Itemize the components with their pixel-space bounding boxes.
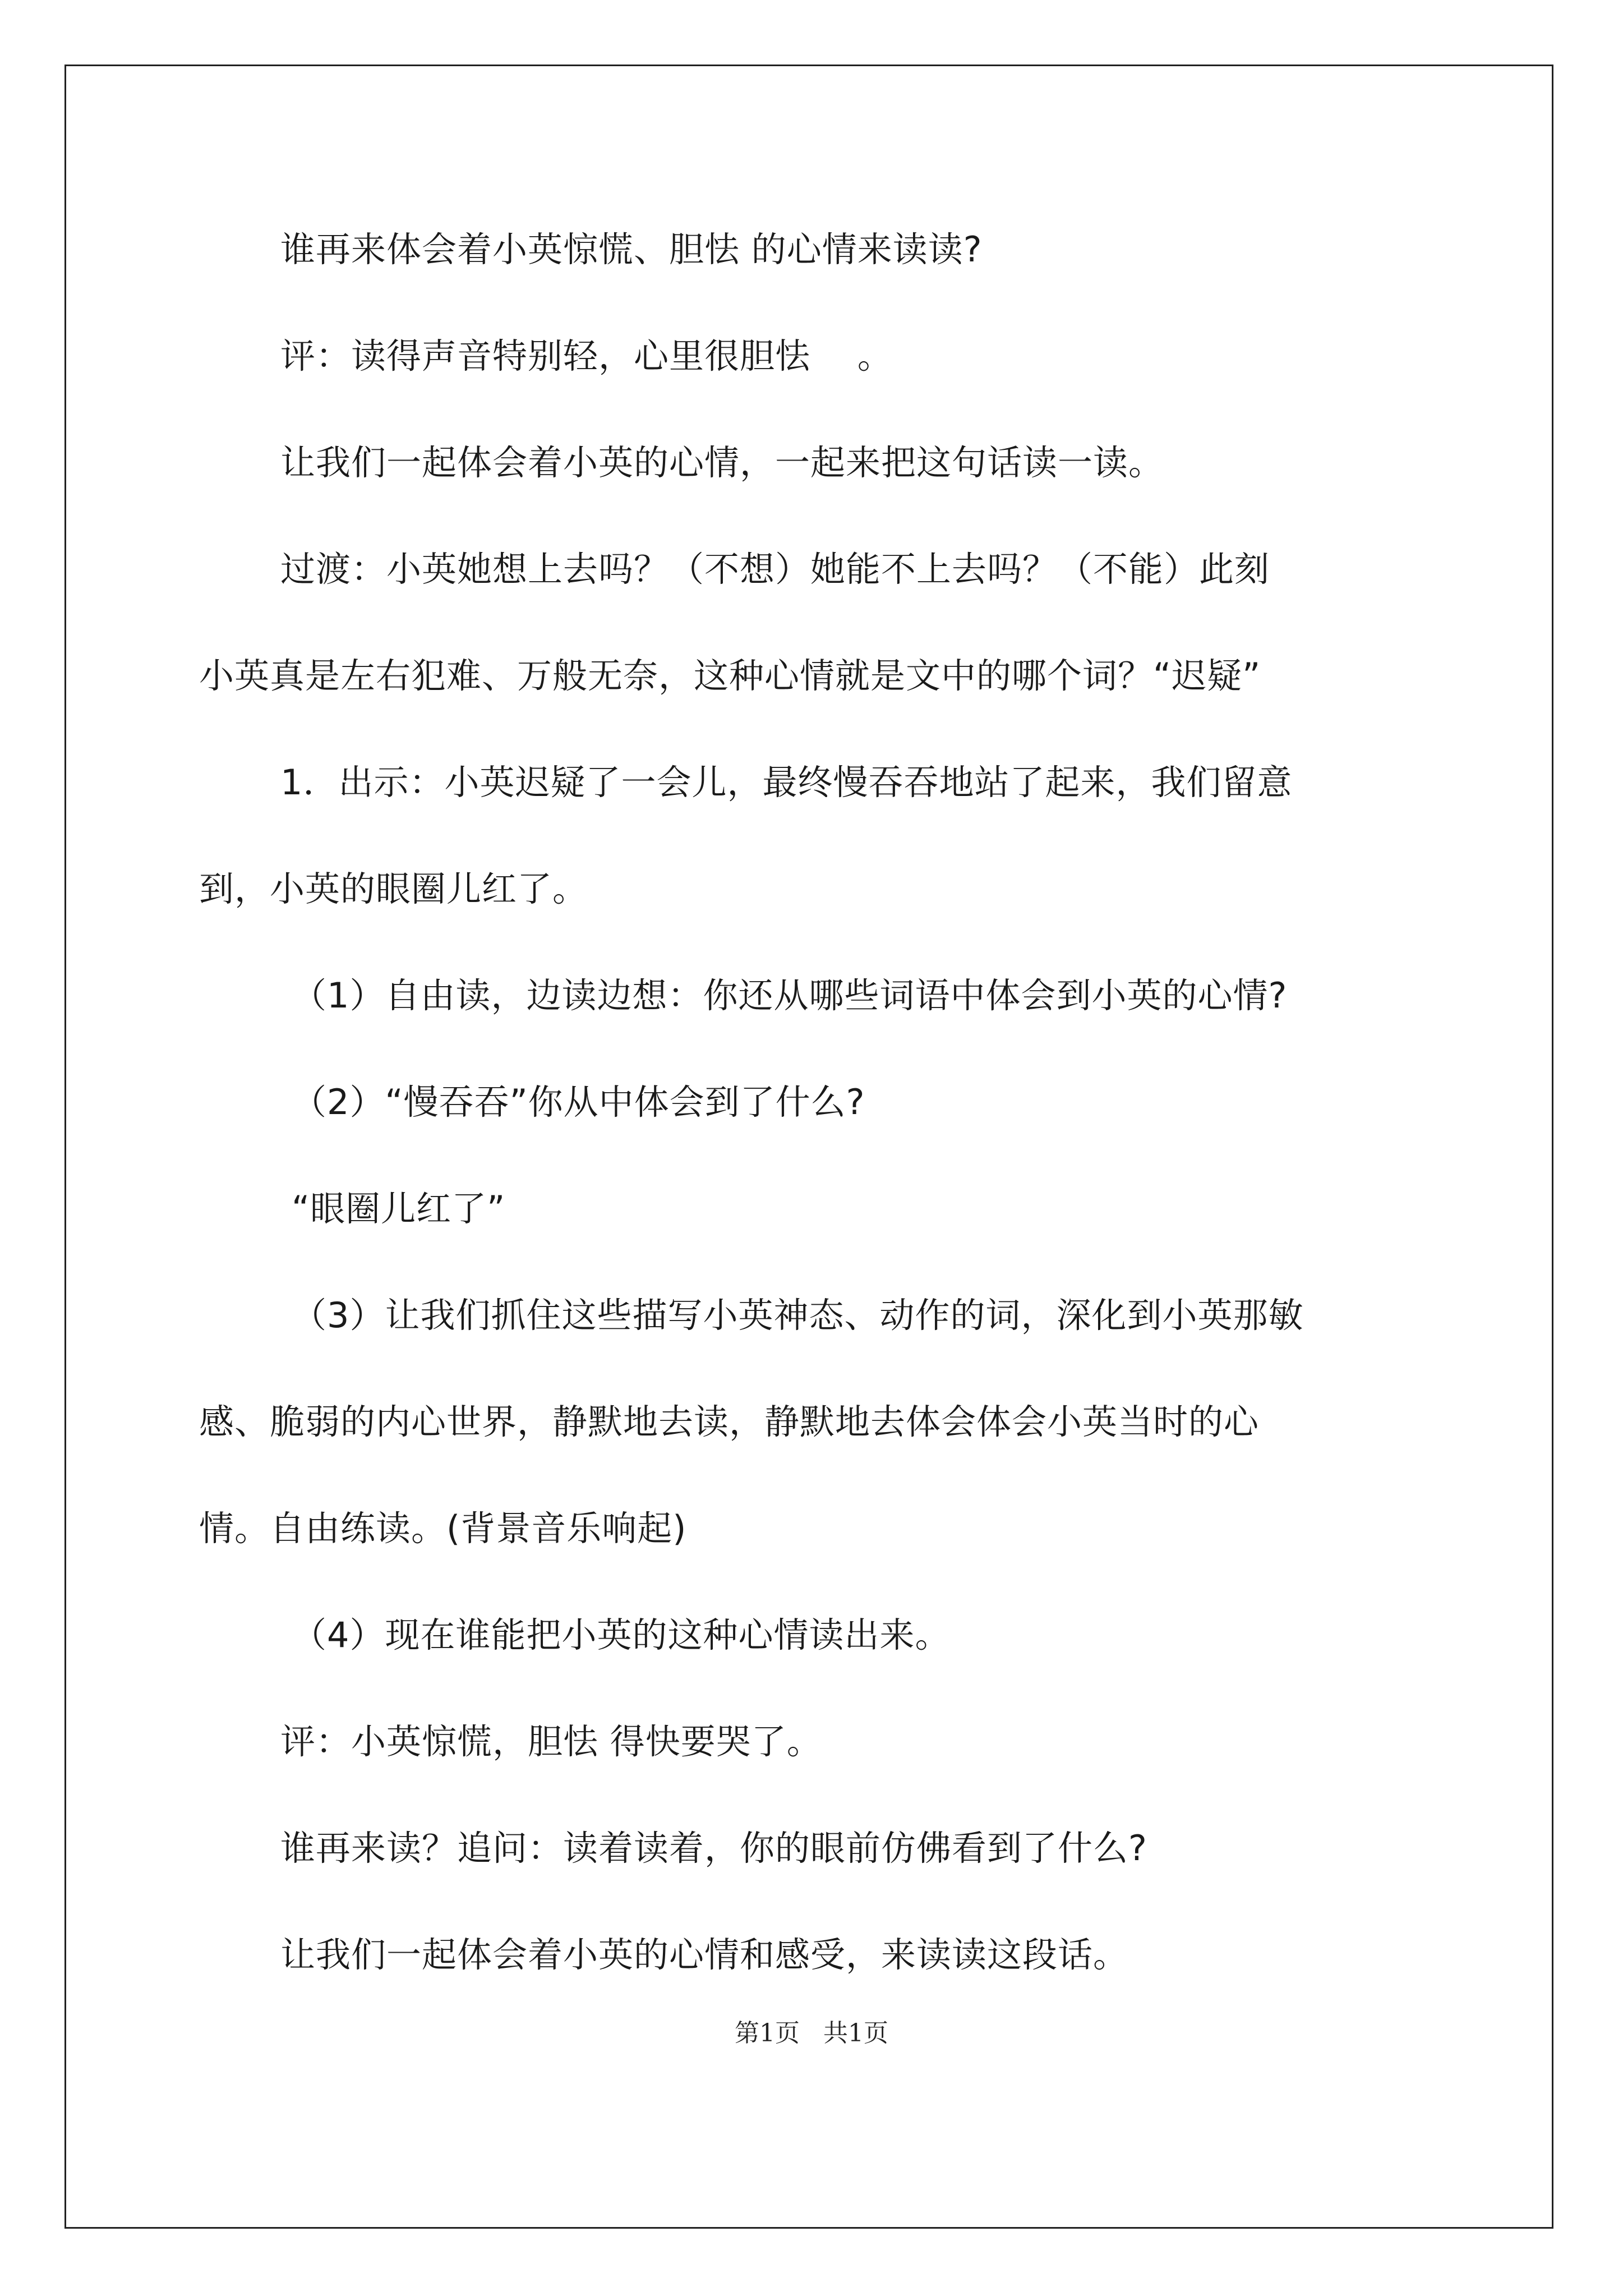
- paragraph-line: 感、脆弱的内心世界，静默地去读，静默地去体会体会小英当时的心: [199, 1401, 1260, 1442]
- paragraph-line: （1）自由读，边读边想：你还从哪些词语中体会到小英的心情?: [292, 975, 1288, 1016]
- page-number-total: 共1页: [823, 2019, 888, 2047]
- paragraph-line: 到，小英的眼圈儿红了。: [199, 868, 588, 909]
- page-number-current: 第1页: [735, 2019, 800, 2047]
- paragraph-line: 评：小英惊慌，胆怯 得快要哭了。: [280, 1721, 822, 1762]
- paragraph-line: 1．出示：小英迟疑了一会儿，最终慢吞吞地站了起来，我们留意: [280, 762, 1293, 803]
- paragraph-line: 谁再来体会着小英惊慌、胆怯 的心情来读读?: [280, 229, 983, 270]
- paragraph-line: 评：读得声音特别轻，心里很胆怯 。: [280, 335, 893, 376]
- paragraph-line: 小英真是左右犯难、万般无奈，这种心情就是文中的哪个词？“迟疑”: [199, 655, 1261, 696]
- paragraph-line: “眼圈儿红了”: [292, 1188, 506, 1229]
- paragraph-line: 让我们一起体会着小英的心情和感受，来读读这段话。: [280, 1934, 1129, 1975]
- paragraph-line: 情。自由练读。(背景音乐响起): [199, 1508, 687, 1549]
- paragraph-line: （3）让我们抓住这些描写小英神态、动作的词，深化到小英那敏: [292, 1295, 1304, 1336]
- page-border: [64, 65, 1553, 2229]
- paragraph-line: （2）“慢吞吞”你从中体会到了什么?: [292, 1082, 865, 1122]
- paragraph-line: 谁再来读？追问：读着读着，你的眼前仿佛看到了什么?: [280, 1828, 1147, 1869]
- page-footer: [0, 2017, 1623, 2050]
- paragraph-line: 让我们一起体会着小英的心情，一起来把这句话读一读。: [280, 442, 1164, 483]
- paragraph-line: （4）现在谁能把小英的这种心情读出来。: [292, 1614, 951, 1655]
- paragraph-line: 过渡：小英她想上去吗？（不想）她能不上去吗？（不能）此刻: [280, 549, 1270, 590]
